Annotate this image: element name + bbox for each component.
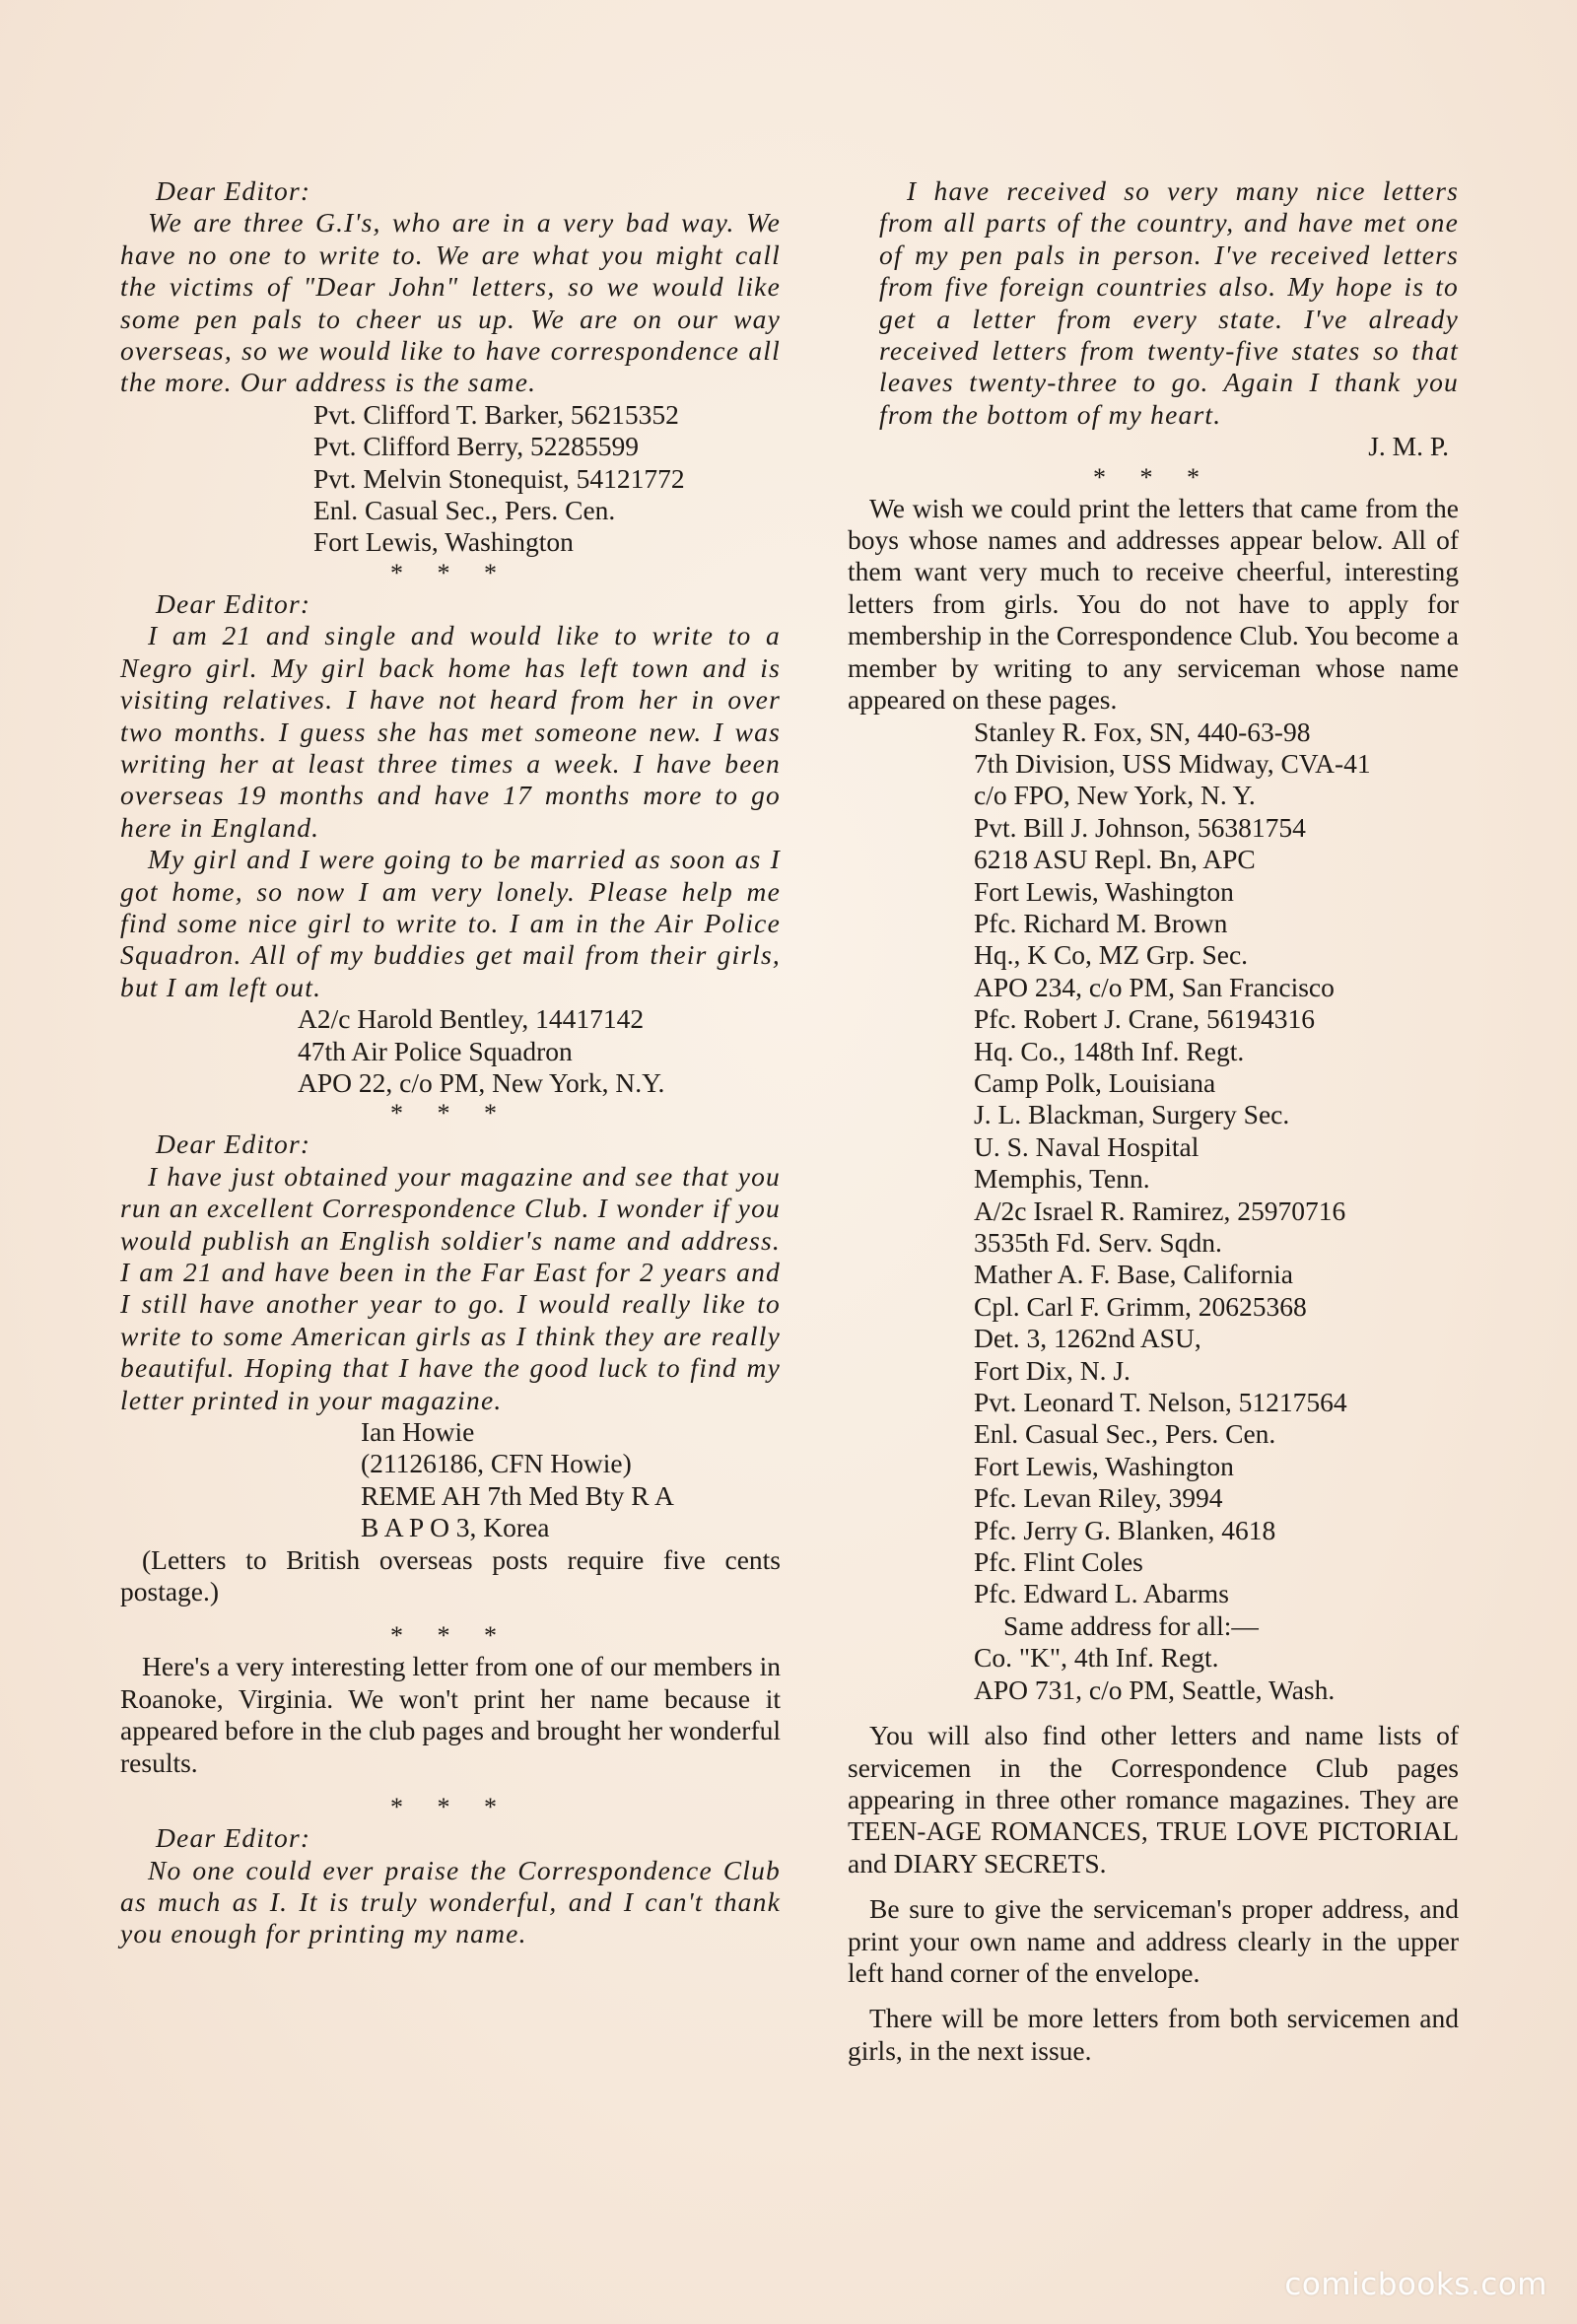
- address-line: APO 731, c/o PM, Seattle, Wash.: [974, 1674, 1336, 1705]
- address-line: Enl. Casual Sec., Pers. Cen.: [974, 1418, 1276, 1450]
- letter1-salutation: Dear Editor:: [156, 175, 311, 206]
- address-line: Ian Howie: [361, 1416, 475, 1448]
- address-line: Fort Lewis, Washington: [974, 1450, 1234, 1481]
- address-line: Det. 3, 1262nd ASU,: [974, 1323, 1201, 1354]
- address-line: Pfc. Jerry G. Blanken, 4618: [974, 1514, 1276, 1545]
- address-line: Camp Polk, Louisiana: [974, 1066, 1216, 1098]
- address-line: REME AH 7th Med Bty R A: [361, 1479, 674, 1511]
- address-line: c/o FPO, New York, N. Y.: [974, 780, 1256, 811]
- address-line: Enl. Casual Sec., Pers. Cen.: [313, 495, 616, 526]
- instructions-paragraph: Be sure to give the serviceman's proper address, and print your own name and address clearly in the upper left hand corner of the envelope.: [848, 1893, 1459, 1988]
- address-line: A/2c Israel R. Ramirez, 25970716: [974, 1195, 1346, 1226]
- address-line: Co. "K", 4th Inf. Regt.: [974, 1642, 1219, 1674]
- address-line: J. L. Blackman, Surgery Sec.: [974, 1099, 1290, 1130]
- letter4-continued: I have received so very many nice letters from all parts of the country, and have met one of my pen pals in person. I've received letters from five foreign countries also. My hope is to get a letter from every state. I've already received letters from twenty-five states so that leaves twenty-three to go. Again I thank you from the bottom of my heart.: [879, 175, 1459, 430]
- address-line: Mather A. F. Base, California: [974, 1259, 1293, 1290]
- closing-paragraph: There will be more letters from both servicemen and girls, in the next issue.: [848, 2003, 1459, 2066]
- letter4-salutation: Dear Editor:: [156, 1822, 311, 1854]
- letter2-address: [120, 1003, 781, 1099]
- address-line: APO 22, c/o PM, New York, N.Y.: [298, 1066, 665, 1098]
- postage-note: (Letters to British overseas posts require five cents postage.): [120, 1543, 781, 1607]
- address-line: Fort Lewis, Washington: [313, 526, 574, 558]
- address-line: Hq. Co., 148th Inf. Regt.: [974, 1035, 1245, 1066]
- letter2-para1: I am 21 and single and would like to write to a Negro girl. My girl back home has left town and is visiting relatives. I have not heard from her in over two months. I guess she has met someone new. I was writing her at least three times a week. I have been overseas 19 months and have 17 months more to go here in England.: [120, 620, 781, 843]
- address-line: 6218 ASU Repl. Bn, APC: [974, 844, 1256, 875]
- same-address-label: Same address for all:—: [1003, 1609, 1259, 1641]
- address-line: Fort Lewis, Washington: [974, 875, 1234, 907]
- serviceman-address-list: [848, 717, 1459, 1707]
- letter4-signature: J. M. P.: [1368, 431, 1449, 462]
- letter1-address: [120, 399, 781, 559]
- address-line: B A P O 3, Korea: [361, 1512, 550, 1543]
- club-notice: We wish we could print the letters that came from the boys whose names and addresses appear below. All of them want very much to receive cheerful, interesting letters from girls. You do not have to apply for membership in the Correspondence Club. You become a member by writing to any serviceman whose name appeared on these pages.: [848, 492, 1459, 716]
- other-lists-paragraph: You will also find other letters and name lists of servicemen in the Correspondence Club pages appearing in three other romance magazines. They are TEEN-AGE ROMANCES, TRUE LOVE PICTORIAL and DIARY SECRETS.: [848, 1720, 1459, 1879]
- letter2-para2: My girl and I were going to be married as soon as I got home, so now I am very lonely. Please help me find some nice girl to write to. I am in the Air Police Squadron. All of my buddies get mail from their girls, but I am left out.: [120, 844, 781, 1002]
- letter3-salutation: Dear Editor:: [156, 1128, 311, 1160]
- address-line: 47th Air Police Squadron: [298, 1035, 573, 1066]
- address-line: Stanley R. Fox, SN, 440-63-98: [974, 716, 1311, 747]
- address-line: Pvt. Melvin Stonequist, 54121772: [313, 462, 685, 494]
- address-line: U. S. Naval Hospital: [974, 1130, 1200, 1162]
- address-line: Pvt. Clifford T. Barker, 56215352: [313, 398, 679, 430]
- roanoke-intro: Here's a very interesting letter from one of our members in Roanoke, Virginia. We won't print her name because it appeared before in the club pages and brought her wonderful results.: [120, 1651, 781, 1778]
- address-line: Cpl. Carl F. Grimm, 20625368: [974, 1290, 1307, 1322]
- address-line: Pfc. Robert J. Crane, 56194316: [974, 1003, 1315, 1035]
- address-line: (21126186, CFN Howie): [361, 1448, 632, 1479]
- section-separator: * * *: [390, 1621, 511, 1651]
- address-line: Pvt. Leonard T. Nelson, 51217564: [974, 1387, 1347, 1418]
- section-separator: * * *: [390, 1793, 511, 1822]
- address-line: 7th Division, USS Midway, CVA-41: [974, 747, 1371, 779]
- address-line: Pfc. Edward L. Abarms: [974, 1578, 1229, 1609]
- section-separator: * * *: [390, 1099, 511, 1128]
- section-separator: * * *: [390, 558, 511, 587]
- letter3-address: [120, 1416, 781, 1544]
- address-line: Pfc. Richard M. Brown: [974, 907, 1228, 938]
- letter4-body: No one could ever praise the Correspondence Club as much as I. It is truly wonderful, and I can't thank you enough for printing my name.: [120, 1854, 781, 1949]
- letter1-body: We are three G.I's, who are in a very bad way. We have no one to write to. We are what you might call the victims of "Dear John" letters, so we would like some pen pals to cheer us up. We are on our way overseas, so we would like to have correspondence all the more. Our address is the same.: [120, 207, 781, 398]
- letter2-salutation: Dear Editor:: [156, 587, 311, 619]
- address-line: APO 234, c/o PM, San Francisco: [974, 971, 1335, 1002]
- watermark: comicbooks.com: [1284, 2267, 1547, 2302]
- address-line: Hq., K Co, MZ Grp. Sec.: [974, 939, 1249, 971]
- address-line: Fort Dix, N. J.: [974, 1354, 1131, 1386]
- letter3-body: I have just obtained your magazine and see that you run an excellent Correspondence Club. I wonder if you would publish an English soldier's name and address. I am 21 and have been in the Far East for 2 years and I still have another year to go. I would really like to write to some American girls as I think they are really beautiful. Hoping that I have the good luck to find my letter printed in your magazine.: [120, 1160, 781, 1415]
- address-line: Pfc. Levan Riley, 3994: [974, 1482, 1223, 1514]
- address-line: Pfc. Flint Coles: [974, 1546, 1143, 1578]
- left-column: [120, 175, 781, 1950]
- address-line: 3535th Fd. Serv. Sqdn.: [974, 1227, 1222, 1258]
- address-line: Pvt. Clifford Berry, 52285599: [313, 431, 639, 462]
- address-line: Pvt. Bill J. Johnson, 56381754: [974, 811, 1306, 843]
- section-separator: * * *: [1093, 462, 1213, 492]
- right-column: [848, 175, 1459, 2067]
- address-line: A2/c Harold Bentley, 14417142: [298, 1003, 645, 1035]
- address-line: Memphis, Tenn.: [974, 1163, 1150, 1195]
